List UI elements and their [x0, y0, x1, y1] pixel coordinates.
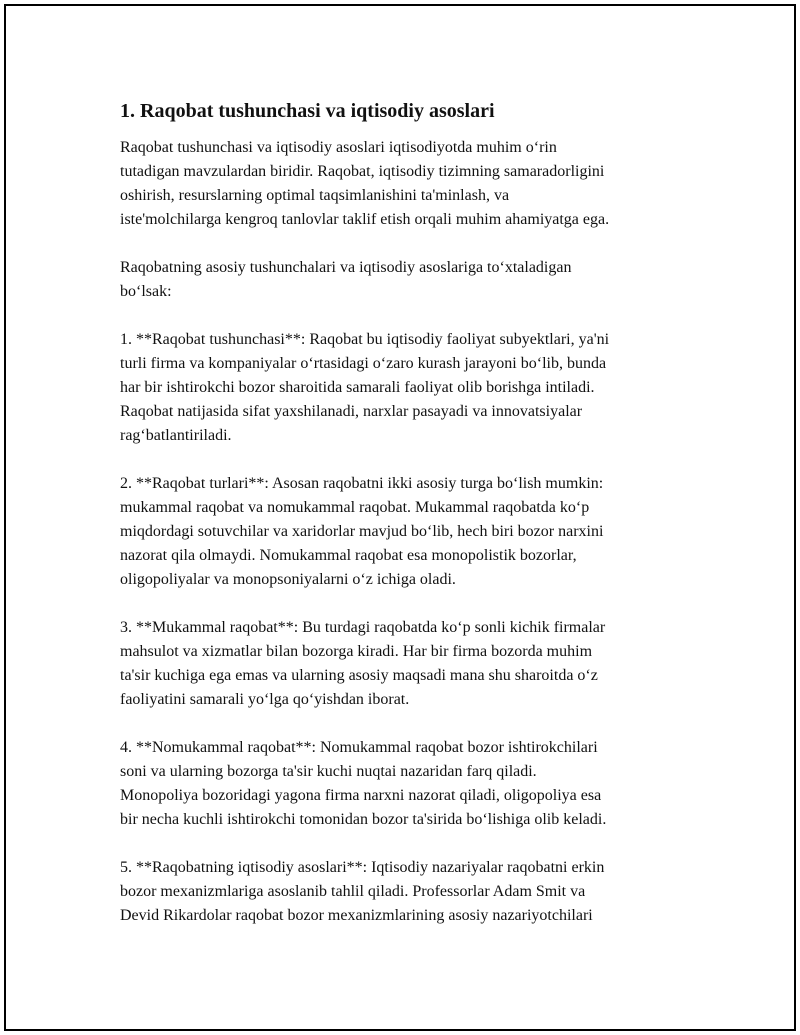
paragraph-item-4: 4. **Nomukammal raqobat**: Nomukammal raqobat bozor ishtirokchilari soni va ularning bozorga ta'sir kuchi nuqtai nazaridan farq qiladi. Monopoliya bozoridagi yagona firma narxni nazorat qiladi, oligopoliya esa bir necha kuchli ishtirokchi tomonidan bozor ta'sirida bo‘lishiga olib keladi. [120, 739, 607, 828]
document-title: 1. Raqobat tushunchasi va iqtisodiy asoslari [120, 100, 495, 122]
paragraph-intro: Raqobat tushunchasi va iqtisodiy asoslari iqtisodiyotda muhim o‘rin tutadigan mavzulardan biridir. Raqobat, iqtisodiy tizimning samaradorligini oshirish, resurslarning optimal taqsimlanishini ta'minlash, va iste'molchilarga kengroq tanlovlar taklif etish orqali muhim ahamiyatga ega. [120, 139, 610, 228]
paragraph-item-2: 2. **Raqobat turlari**: Asosan raqobatni ikki asosiy turga bo‘lish mumkin: mukammal raqobat va nomukammal raqobat. Mukammal raqobatda ko‘p miqdordagi sotuvchilar va xaridorlar mavjud bo‘lib, hech biri bozor narxini nazorat qila olmaydi. Nomukammal raqobat esa monopolistik bozorlar, oligopoliyalar va monopsoniyalarni o‘z ichiga oladi. [120, 475, 604, 588]
paragraph-overview: Raqobatning asosiy tushunchalari va iqtisodiy asoslariga to‘xtaladigan bo‘lsak: [120, 259, 572, 300]
paragraph-item-3: 3. **Mukammal raqobat**: Bu turdagi raqobatda ko‘p sonli kichik firmalar mahsulot va xizmatlar bilan bozorga kiradi. Har bir firma bozorda muhim ta'sir kuchiga ega emas va ularning asosiy maqsadi mana shu sharoitda o‘z faoliyatini samarali yo‘lga qo‘yishdan iborat. [120, 619, 606, 708]
document-page [4, 4, 796, 1031]
document-body [120, 98, 700, 928]
paragraph-item-1: 1. **Raqobat tushunchasi**: Raqobat bu iqtisodiy faoliyat subyektlari, ya'ni turli firma va kompaniyalar o‘rtasidagi o‘zaro kurash jarayoni bo‘lib, bunda har bir ishtirokchi bozor sharoitida samarali faoliyat olib borishga intiladi. Raqobat natijasida sifat yaxshilanadi, narxlar pasayadi va innovatsiyalar rag‘batlantiriladi. [120, 331, 610, 444]
paragraph-item-5: 5. **Raqobatning iqtisodiy asoslari**: Iqtisodiy nazariyalar raqobatni erkin bozor mexanizmlariga asoslanib tahlil qiladi. Professorlar Adam Smit va Devid Rikardolar raqobat bozor mexanizmlarining asosiy nazariyotchilari [120, 859, 605, 924]
